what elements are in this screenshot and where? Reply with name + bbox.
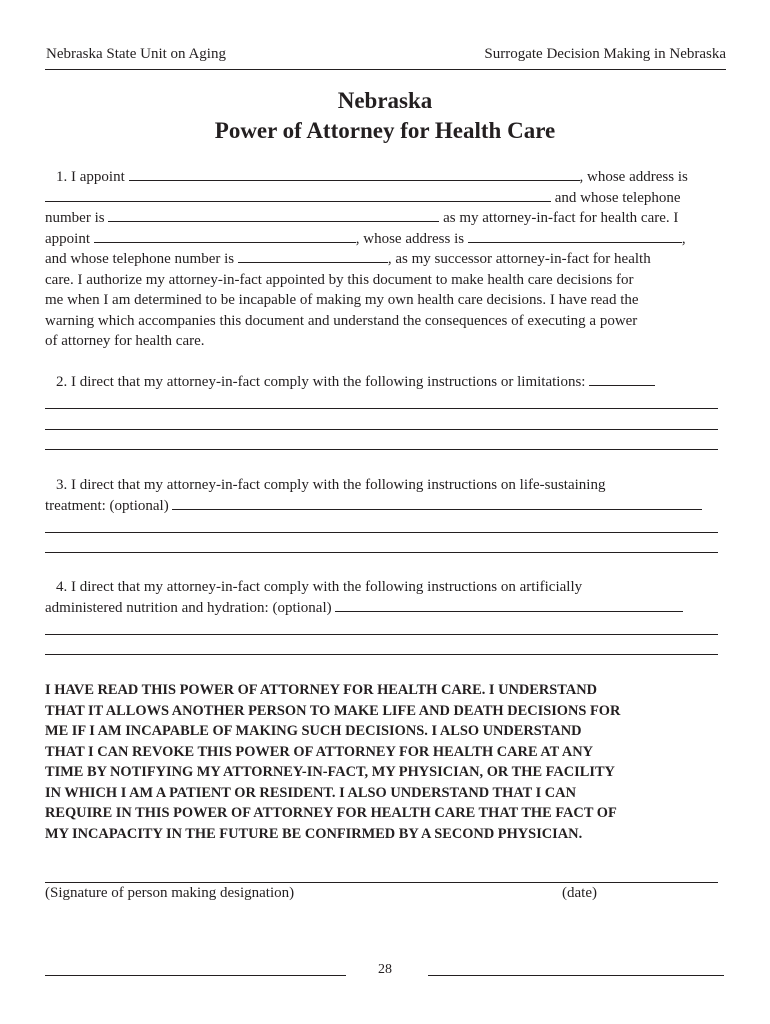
signature-label: (Signature of person making designation)	[45, 885, 295, 901]
section-1	[45, 167, 718, 352]
life-sustaining-line-2[interactable]	[45, 537, 718, 558]
s1-attorney-text: as my attorney-in-fact for health care. I	[443, 210, 679, 226]
s1-telephone2-text: and whose telephone number is	[45, 251, 235, 267]
date-label: (date)	[562, 885, 597, 901]
ack-line: MY INCAPACITY IN THE FUTURE BE CONFIRMED BY A SECOND PHYSICIAN.	[45, 825, 583, 842]
s3-text-2: treatment: (optional)	[45, 497, 169, 514]
limitations-line-3[interactable]	[45, 434, 718, 455]
section-4	[45, 577, 718, 659]
s2-text: 2. I direct that my attorney-in-fact comply with the following instructions or limitations:	[56, 374, 586, 390]
attorney-name-field[interactable]	[129, 168, 580, 181]
s1-address2-text: , whose address is	[355, 230, 465, 247]
s1-successor-text: , as my successor attorney-in-fact for health	[387, 251, 651, 267]
s3-text: 3. I direct that my attorney-in-fact comply with the following instructions on life-sustaining	[56, 477, 606, 493]
ack-line: I HAVE READ THIS POWER OF ATTORNEY FOR HEALTH CARE. I UNDERSTAND	[45, 682, 598, 698]
life-sustaining-field[interactable]	[172, 497, 702, 510]
ack-line: REQUIRE IN THIS POWER OF ATTORNEY FOR HEALTH CARE THAT THE FACT OF	[45, 805, 617, 821]
header-right: Surrogate Decision Making in Nebraska	[484, 46, 726, 62]
successor-address-field[interactable]	[468, 230, 682, 243]
s1-line7: me when I am determined to be incapable of making my own health care decisions. I have read the	[45, 292, 639, 308]
s1-line8: warning which accompanies this document and understand the consequences of executing a power	[45, 312, 638, 329]
successor-name-field[interactable]	[94, 230, 356, 243]
s1-address-text: , whose address is	[579, 169, 688, 185]
document-subtitle: Power of Attorney for Health Care	[214, 118, 556, 143]
ack-line: IN WHICH I AM A PATIENT OR RESIDENT. I ALSO UNDERSTAND THAT I CAN	[45, 784, 576, 801]
footer-rule-right	[428, 975, 724, 976]
nutrition-line-2[interactable]	[45, 639, 718, 660]
nutrition-line-1[interactable]	[45, 618, 718, 639]
s1-telephone-text: and whose telephone	[554, 189, 681, 206]
header-rule	[45, 69, 726, 70]
s1-line9: of attorney for health care.	[45, 333, 205, 349]
ack-line: THAT IT ALLOWS ANOTHER PERSON TO MAKE LIFE AND DEATH DECISIONS FOR	[45, 702, 621, 719]
acknowledgment-paragraph	[45, 680, 725, 844]
ack-line: TIME BY NOTIFYING MY ATTORNEY-IN-FACT, MY PHYSICIAN, OR THE FACILITY	[45, 764, 615, 780]
s4-text: 4. I direct that my attorney-in-fact comply with the following instructions on artificially	[56, 579, 583, 595]
s1-comma: ,	[681, 230, 686, 247]
limitations-line-2[interactable]	[45, 413, 718, 434]
header-left: Nebraska State Unit on Aging	[46, 46, 226, 62]
attorney-phone-field[interactable]	[108, 209, 439, 222]
document-title: Nebraska	[337, 88, 433, 113]
signature-line[interactable]	[45, 882, 718, 883]
ack-line: THAT I CAN REVOKE THIS POWER OF ATTORNEY FOR HEALTH CARE AT ANY	[45, 743, 593, 760]
attorney-address-field[interactable]	[45, 189, 551, 202]
s1-appoint-text: 1. I appoint	[56, 169, 125, 185]
life-sustaining-line-1[interactable]	[45, 516, 718, 537]
page-number: 28	[378, 962, 392, 977]
limitations-line-1[interactable]	[45, 393, 718, 414]
s1-appoint2-text: appoint	[45, 230, 90, 247]
successor-phone-field[interactable]	[238, 250, 388, 263]
nutrition-field[interactable]	[335, 599, 683, 612]
section-3	[45, 475, 718, 557]
ack-line: ME IF I AM INCAPABLE OF MAKING SUCH DECISIONS. I ALSO UNDERSTAND	[45, 723, 582, 739]
section-2	[45, 372, 718, 454]
limitations-field[interactable]	[589, 373, 655, 386]
s1-line6: care. I authorize my attorney-in-fact appointed by this document to make health care decisions for	[45, 271, 634, 288]
s1-number-text: number is	[45, 210, 105, 226]
s4-text-2: administered nutrition and hydration: (optional)	[45, 599, 332, 616]
